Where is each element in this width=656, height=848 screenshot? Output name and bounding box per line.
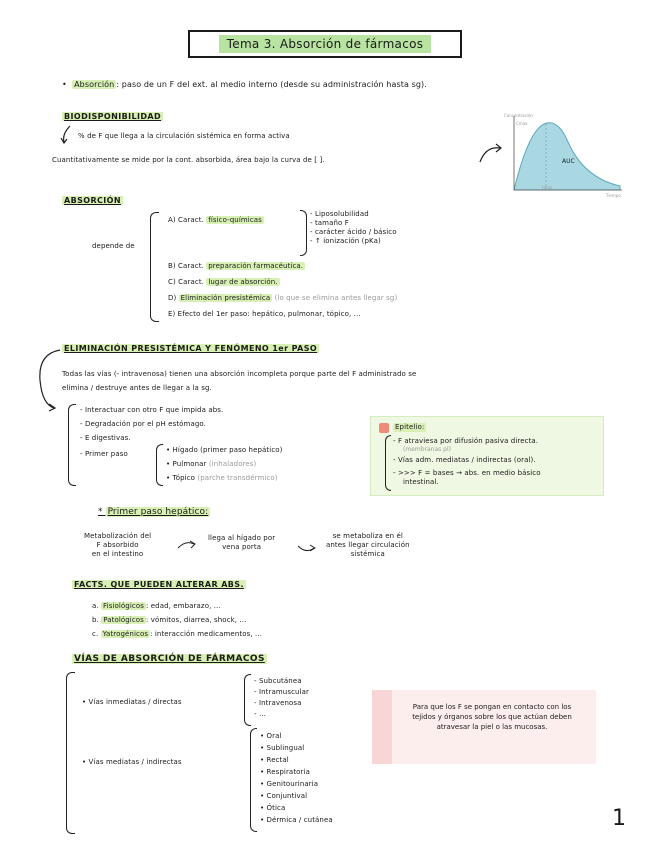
elim-line1: Todas las vías (- intravenosa) tienen una absorción incompleta porque parte del F administrado se <box>62 370 417 378</box>
pin-icon <box>379 423 389 433</box>
absorcion-item-b: B) Caract. preparación farmacéutica. <box>168 262 304 270</box>
vias-mediatas: • Vías mediatas / indirectas <box>82 758 182 766</box>
absorcion-heading: ABSORCIÓN <box>64 196 121 205</box>
bio-line2: Cuantitativamente se mide por la cont. absorbida, área bajo la curva de [ ]. <box>52 156 325 164</box>
pph-heading: * Primer paso hepático: <box>98 507 209 517</box>
factor-b: b. Patológicos : vómitos, diarrea, shock, ... <box>92 616 247 624</box>
pp-item-2: • Pulmonar (inhaladores) <box>166 460 257 468</box>
curved-arrow-icon <box>58 124 80 146</box>
elim-item-2: - Degradación por el pH estómago. <box>80 420 206 428</box>
epitelio-note: Epitelio: - F atraviesa por difusión pasiva directa. (membranas pl) - Vías adm. mediatas / indirectas (oral). - >>> F = bases → abs. en medio básico intestinal. <box>370 416 604 496</box>
epitelio-brace <box>385 435 391 491</box>
elim-brace <box>68 404 76 486</box>
arrow-to-graph-icon <box>478 142 504 164</box>
page-number: 1 <box>612 806 626 831</box>
pph-step2: llega al hígado por vena porta <box>208 534 276 551</box>
intro-text: : paso de un F del ext. al medio interno (desde su administración hasta sg). <box>116 80 427 89</box>
vias-brace <box>66 672 75 834</box>
mediatas-brace <box>250 728 257 832</box>
inmediatas-brace <box>244 674 251 726</box>
intro-term: Absorción <box>74 80 115 89</box>
pph-step1: Metabolización del F absorbido en el intestino <box>84 532 152 558</box>
graph-area-label: AUC <box>562 158 575 165</box>
pp-item-1: • Hígado (primer paso hepático) <box>166 446 283 454</box>
epitelio-title: Epitelio: <box>395 423 425 431</box>
inmediatas-list: - Subcutánea - Intramuscular - Intravenosa - ... <box>254 677 309 718</box>
factores-heading: FACTS. QUE PUEDEN ALTERAR ABS. <box>74 580 244 589</box>
absorcion-item-c: C) Caract. lugar de absorción. <box>168 278 278 286</box>
graph-ylabel: Concentración <box>504 113 533 118</box>
curved-bracket-icon <box>34 346 62 412</box>
vias-inmediatas: • Vías inmediatas / directas <box>82 698 182 706</box>
absorcion-item-d: D) Eliminación presistémica (lo que se elimina antes llegar sg) <box>168 294 398 302</box>
vias-heading: VÍAS DE ABSORCIÓN DE FÁRMACOS <box>74 654 265 664</box>
graph-xtick: tmax <box>542 185 553 190</box>
elim-item-1: - Interactuar con otro F que impida abs. <box>80 406 224 414</box>
depende-label: depende de <box>92 242 135 250</box>
absorcion-brace <box>150 212 159 322</box>
factor-a: a. Fisiológicos : edad, embarazo, ... <box>92 602 221 610</box>
factor-c: c. Yatrogénicos : interacción medicamentos, ... <box>92 630 262 638</box>
eliminacion-heading: ELIMINACIÓN PRESISTÉMICA Y FENÓMENO 1er PASO <box>64 344 318 353</box>
arrow-icon-1 <box>176 538 198 552</box>
elim-item-3: - E digestivas. <box>80 434 131 442</box>
pp-item-3: • Tópico (parche transdérmico) <box>166 474 278 482</box>
mediatas-list: • Oral • Sublingual • Rectal • Respiratoria • Genitourinaria • Conjuntival • Ótica • Dérmica / cutánea <box>260 732 333 824</box>
pph-step3: se metaboliza en él antes llegar circulación sistémica <box>326 532 410 558</box>
graph-ytick: Cmax <box>516 121 528 126</box>
a-subitems: - Liposolubilidad - tamaño F - carácter ácido / básico - ↑ ionización (pKa) <box>310 210 397 245</box>
biodisponibilidad-heading: BIODISPONIBILIDAD <box>64 112 162 121</box>
a-brace <box>300 210 307 256</box>
graph-xlabel: Tiempo <box>606 193 621 198</box>
elim-line2: elimina / destruye antes de llegar a la sg. <box>62 384 212 392</box>
auc-graph <box>506 112 624 198</box>
primer-paso-label: - Primer paso <box>80 450 128 458</box>
absorcion-item-e: E) Efecto del 1er paso: hepático, pulmonar, tópico, ... <box>168 310 361 318</box>
title-box <box>188 30 462 58</box>
arrow-icon-2 <box>296 542 318 556</box>
pink-note-text: Para que los F se pongan en contacto con los tejidos y órganos sobre los que actúan deben atravesar la piel o las mucosas. <box>412 703 572 731</box>
pink-note-strip <box>372 690 392 764</box>
absorcion-item-a: A) Caract. físico-químicas <box>168 216 262 224</box>
intro-line: • Absorción : paso de un F del ext. al medio interno (desde su administración hasta sg). <box>62 80 427 89</box>
bio-line1: % de F que llega a la circulación sistémica en forma activa <box>78 132 290 140</box>
page-title: Tema 3. Absorción de fármacos <box>219 35 432 53</box>
pp-brace <box>156 444 163 486</box>
